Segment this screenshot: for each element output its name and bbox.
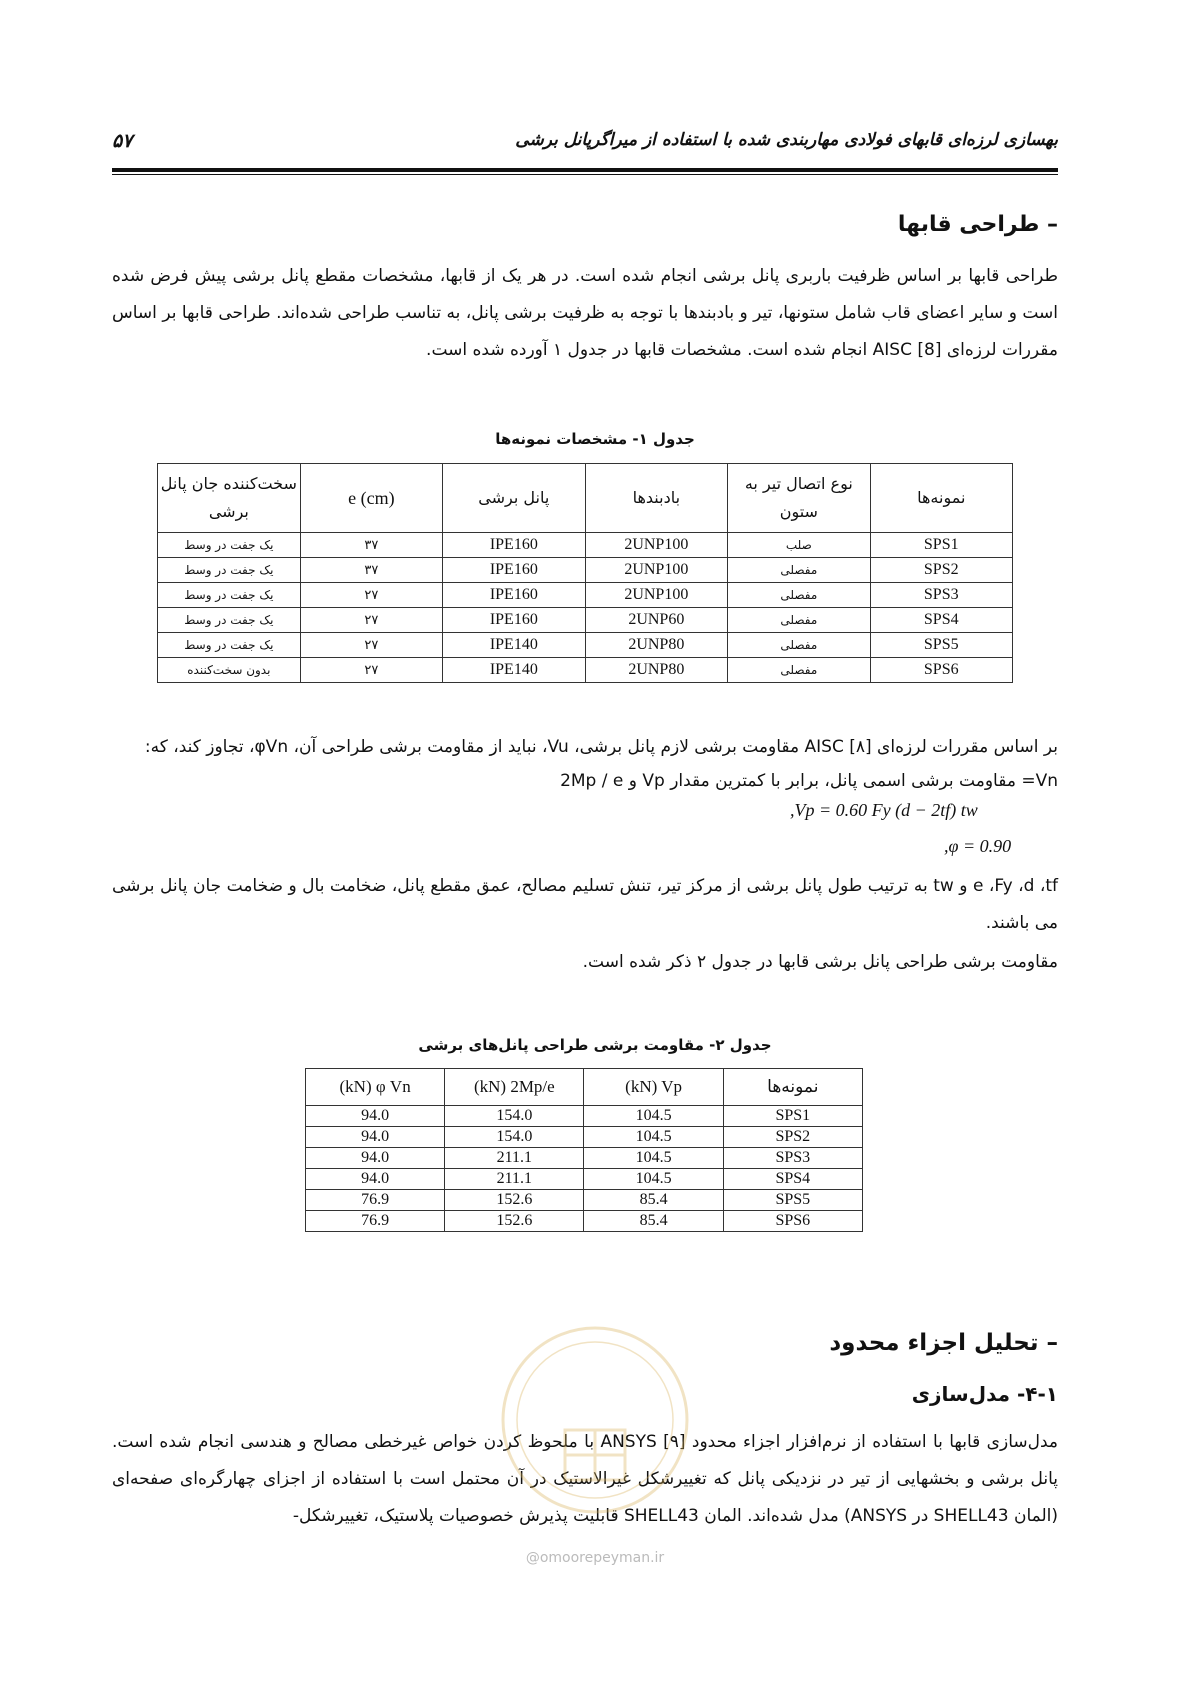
column-header: سخت‌کننده جان پانل برشی — [158, 464, 301, 533]
column-header-text: (kN) φ Vn — [339, 1077, 411, 1096]
table-header-row — [306, 1069, 863, 1106]
table-cell: 211.1 — [445, 1169, 584, 1190]
table2-caption: جدول ۲- مقاومت برشی طراحی پانل‌های برشی — [418, 1036, 772, 1054]
table-cell: 94.0 — [306, 1169, 445, 1190]
table-cell: 2UNP60 — [585, 608, 728, 633]
table-cell: SPS3 — [870, 583, 1012, 608]
table-cell: یک جفت در وسط — [158, 533, 301, 558]
column-header — [584, 1069, 723, 1106]
table-cell: مفصلی — [728, 558, 870, 583]
table-cell: 94.0 — [306, 1148, 445, 1169]
table-cell: ۲۷ — [300, 608, 442, 633]
table-cell: SPS6 — [723, 1211, 862, 1232]
table-cell: SPS5 — [870, 633, 1012, 658]
table-cell: یک جفت در وسط — [158, 608, 301, 633]
running-title: بهسازی لرزه‌ای قابهای فولادی مهاربندی شده با استفاده از میراگرپانل برشی — [515, 130, 1058, 150]
table-cell: 85.4 — [584, 1190, 723, 1211]
table-specimen-specs — [157, 463, 1013, 683]
table-cell: 152.6 — [445, 1211, 584, 1232]
table-cell: SPS3 — [723, 1148, 862, 1169]
table-cell: 2UNP100 — [585, 583, 728, 608]
table-cell: ۲۷ — [300, 658, 442, 683]
table-cell: SPS1 — [870, 533, 1012, 558]
table-cell: 104.5 — [584, 1148, 723, 1169]
table-cell: یک جفت در وسط — [158, 583, 301, 608]
table-cell: SPS5 — [723, 1190, 862, 1211]
table-row — [306, 1169, 863, 1190]
table-cell: 104.5 — [584, 1106, 723, 1127]
table-cell: 2UNP80 — [585, 633, 728, 658]
table-cell: 152.6 — [445, 1190, 584, 1211]
table-cell: مفصلی — [728, 608, 870, 633]
table-row — [158, 658, 1013, 683]
table-cell: SPS6 — [870, 658, 1012, 683]
watermark-logo — [495, 1320, 695, 1520]
section-title-frame-design: – طراحی قابها — [897, 212, 1058, 237]
table-cell: مفصلی — [728, 633, 870, 658]
table-cell: 85.4 — [584, 1211, 723, 1232]
table-cell: SPS4 — [723, 1169, 862, 1190]
table-cell: IPE160 — [443, 533, 585, 558]
table-row — [158, 608, 1013, 633]
column-header — [445, 1069, 584, 1106]
column-header: نمونه‌ها — [870, 464, 1012, 533]
column-header: e (cm) — [300, 464, 442, 533]
paragraph-frame-design: طراحی قابها بر اساس ظرفیت باربری پانل برشی انجام شده است. در هر یک از قابها، مشخصات مقطع پانل برشی پیش فرض شده است و سایر اعضای قاب شامل ستونها، تیر و بادبندها با توجه به ظرفیت برشی پانل، به تناسب طراحی شده‌اند. طراحی قابها بر اساس مقررات لرزه‌ای AISC [8] انجام شده است. مشخصات قابها در جدول ۱ آورده شده است. — [112, 266, 1058, 360]
table-cell: 104.5 — [584, 1127, 723, 1148]
table-row — [158, 558, 1013, 583]
paragraph-vn-definition: Vn= مقاومت برشی اسمی پانل، برابر با کمترین مقدار Vp و 2Mp / e — [560, 771, 1058, 791]
table-cell: ۲۷ — [300, 583, 442, 608]
header-rule-thin — [112, 174, 1058, 175]
table-row — [306, 1148, 863, 1169]
table-cell: 2UNP100 — [585, 558, 728, 583]
paragraph-aisc: بر اساس مقررات لرزه‌ای AISC [۸] مقاومت برشی لازم پانل برشی، Vu، نباید از مقاومت برشی طراحی آن، φVn، تجاوز کند، که: — [144, 737, 1058, 757]
subsection-title-modeling: ۴-۱- مدل‌سازی — [911, 1382, 1058, 1406]
column-header: بادبندها — [585, 464, 728, 533]
table-cell: مفصلی — [728, 583, 870, 608]
column-header: نوع اتصال تیر به ستون — [728, 464, 870, 533]
table-cell: یک جفت در وسط — [158, 633, 301, 658]
paragraph-table2-reference: مقاومت برشی طراحی پانل برشی قابها در جدول ۲ ذکر شده است. — [582, 952, 1058, 972]
table-cell: صلب — [728, 533, 870, 558]
table-cell: 211.1 — [445, 1148, 584, 1169]
table-row — [306, 1211, 863, 1232]
header-rule-thick — [112, 168, 1058, 172]
table-cell: مفصلی — [728, 658, 870, 683]
table-row — [158, 583, 1013, 608]
section-title-fem: – تحلیل اجزاء محدود — [829, 1330, 1058, 1356]
table-shear-strength — [305, 1068, 863, 1232]
table-cell: SPS2 — [870, 558, 1012, 583]
table-cell: 154.0 — [445, 1106, 584, 1127]
table-cell: بدون سخت‌کننده — [158, 658, 301, 683]
page-number: ۵۷ — [112, 130, 133, 152]
table-row — [306, 1190, 863, 1211]
table-cell: ۲۷ — [300, 633, 442, 658]
column-header-text: (kN) 2Mp/e — [473, 1077, 555, 1096]
column-header: نمونه‌ها — [723, 1069, 862, 1106]
column-header: پانل برشی — [443, 464, 585, 533]
table-cell: 2UNP80 — [585, 658, 728, 683]
table-cell: 104.5 — [584, 1169, 723, 1190]
table-cell: 76.9 — [306, 1211, 445, 1232]
table-header-row — [158, 464, 1013, 533]
table-row — [306, 1127, 863, 1148]
table-cell: 76.9 — [306, 1190, 445, 1211]
table-cell: ۳۷ — [300, 533, 442, 558]
table-cell: 94.0 — [306, 1106, 445, 1127]
table-cell: IPE140 — [443, 633, 585, 658]
table-cell: SPS4 — [870, 608, 1012, 633]
table-cell: یک جفت در وسط — [158, 558, 301, 583]
table1-caption: جدول ۱- مشخصات نمونه‌ها — [495, 430, 695, 448]
table-row — [306, 1106, 863, 1127]
paragraph-variable-definitions: e ،Fy ،d ،tf و tw به ترتیب طول پانل برشی از مرکز تیر، تنش تسلیم مصالح، عمق مقطع پانل، ضخامت بال و ضخامت جان پانل برشی می باشند. — [112, 876, 1058, 933]
table-cell: IPE160 — [443, 558, 585, 583]
table-cell: ۳۷ — [300, 558, 442, 583]
table-cell: 154.0 — [445, 1127, 584, 1148]
table-cell: 2UNP100 — [585, 533, 728, 558]
watermark-text: @omoorepeyman.ir — [525, 1550, 665, 1566]
equation-vp: ,Vp = 0.60 Fy (d − 2tf) tw — [790, 800, 978, 820]
table-row — [158, 633, 1013, 658]
table-row — [158, 533, 1013, 558]
table-cell: 94.0 — [306, 1127, 445, 1148]
equation-phi: ,φ = 0.90 — [944, 836, 1012, 856]
paragraph-modeling: مدل‌سازی قابها با استفاده از نرم‌افزار اجزاء محدود ANSYS [۹] با ملحوظ کردن خواص غیرخطی مصالح و هندسی انجام شده است. پانل برشی و بخشهایی از تیر در نزدیکی پانل که تغییرشکل غیرالاستیک در آن محتمل است با استفاده از اجزای چهارگره‌ای صفحه‌ای (المان SHELL43 در ANSYS) مدل شده‌اند. المان SHELL43 قابلیت پذیرش خصوصیات پلاستیک، تغییرشکل- — [112, 1432, 1058, 1526]
column-header — [306, 1069, 445, 1106]
table-cell: SPS1 — [723, 1106, 862, 1127]
table-cell: IPE140 — [443, 658, 585, 683]
column-header-text: (kN) Vp — [625, 1077, 682, 1096]
table-cell: IPE160 — [443, 608, 585, 633]
table-cell: IPE160 — [443, 583, 585, 608]
table-cell: SPS2 — [723, 1127, 862, 1148]
running-header — [112, 130, 1058, 160]
